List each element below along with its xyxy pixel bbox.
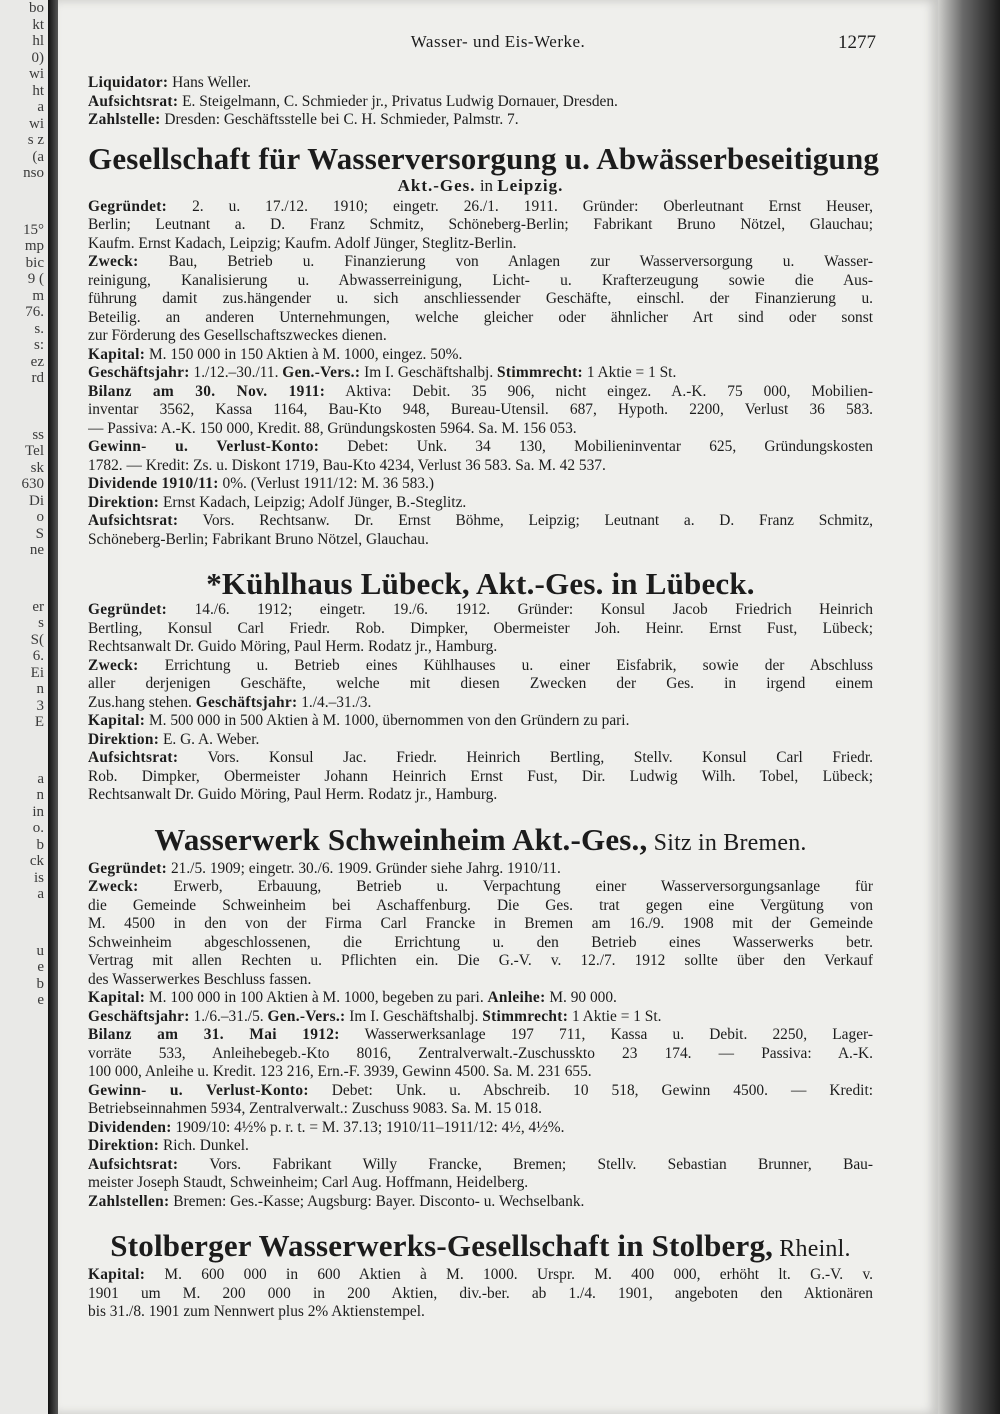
margin-fragment: s. xyxy=(34,320,44,337)
entry-text: 21./5. 1909; eingetr. 30./6. 1909. Gründer siehe Jahrg. 1910/11. xyxy=(167,859,561,877)
text-line xyxy=(88,1008,873,1027)
entry-text: Rob. Dimpker, Obermeister Johann Heinrich Ernst Fust, Dir. Ludwig Wilh. Tobel, Lübeck; xyxy=(88,767,873,785)
margin-fragment: n xyxy=(36,787,44,803)
entry-text: Hans Weller. xyxy=(168,74,251,91)
margin-fragment: o xyxy=(36,509,44,525)
margin-fragment: E xyxy=(34,714,44,730)
entry-label: Zweck: xyxy=(88,253,139,270)
margin-fragment: ht xyxy=(32,82,44,99)
margin-gap xyxy=(0,559,48,599)
subtitle-city: Leipzig. xyxy=(497,175,564,195)
margin-fragment: Tel xyxy=(25,443,44,459)
book-page xyxy=(58,0,938,1414)
margin-fragment: a xyxy=(37,886,44,902)
page-number: 1277 xyxy=(838,32,876,53)
text-line xyxy=(88,1156,873,1175)
entry-text: Ernst Kadach, Leipzig; Adolf Jünger, B.-Steglitz. xyxy=(159,493,467,511)
text-line xyxy=(88,638,873,657)
entry-text: Rechtsanwalt Dr. Guido Möring, Paul Herm. Rodatz jr., Hamburg. xyxy=(88,786,498,803)
entry-text: Dresden: Geschäftsstelle bei C. H. Schmieder, Palmstr. 7. xyxy=(160,111,519,128)
entry-text: bis 31./8. 1901 zum Nennwert plus 2% Aktienstempel. xyxy=(88,1303,425,1320)
margin-fragment: a xyxy=(37,99,44,115)
text-line xyxy=(88,1137,873,1156)
margin-fragment: bic xyxy=(25,254,44,271)
entry-text: E. Steigelmann, C. Schmieder jr., Privatus Ludwig Dornauer, Dresden. xyxy=(178,92,618,110)
entry-text: 1782. — Kredit: Zs. u. Diskont 1719, Bau-Kto 4234, Verlust 36 583. Sa. M. 42 537. xyxy=(88,456,606,474)
text-line xyxy=(88,1174,873,1193)
entry-label: Liquidator: xyxy=(88,74,169,91)
margin-fragment: S( xyxy=(30,631,44,648)
text-line xyxy=(88,731,873,750)
text-line xyxy=(88,290,873,309)
text-line xyxy=(88,438,873,457)
running-title: Wasser- und Eis-Werke. xyxy=(410,32,586,51)
company-title xyxy=(88,823,873,860)
text-line xyxy=(88,216,873,235)
text-line xyxy=(88,675,873,694)
entry-text: inventar 3562, Kassa 1164, Bau-Kto 948, Bureau-Utensil. 687, Hypoth. 2200, Verlust 36 583. xyxy=(88,401,873,418)
text-line xyxy=(88,1100,873,1119)
margin-fragment: o. xyxy=(32,820,44,836)
margin-fragment: ck xyxy=(29,853,44,869)
text-line xyxy=(88,620,873,639)
entry-label: Kapital: xyxy=(88,712,146,729)
margin-fragment: ne xyxy=(29,542,44,558)
margin-fragment: er xyxy=(32,598,44,615)
entry-text: Errichtung u. Betrieb eines Kühlhauses u. einer Eisfabrik, sowie der Abschluss xyxy=(138,656,873,674)
entry-text: Vors. Rechtsanw. Dr. Ernst Böhme, Leipzig; Leutnant a. D. Franz Schmitz, xyxy=(178,512,873,529)
margin-fragment: 76. xyxy=(25,304,44,320)
entry-text: Erwerb, Erbauung, Betrieb u. Verpachtung einer Wasserversorgungsanlage für xyxy=(138,878,873,895)
entry-text: Im I. Geschäftshalbj. xyxy=(345,1007,483,1025)
margin-gap xyxy=(0,903,48,943)
entry-text: M. 4500 in den von der Firma Carl Francke in Bremen am 16./9. 1908 mit der Gemeinde xyxy=(88,915,873,932)
margin-fragment: Di xyxy=(29,492,44,509)
page-header xyxy=(58,32,938,56)
text-line xyxy=(88,1303,873,1322)
margin-fragment: ss xyxy=(32,426,44,443)
entry-text: zur Förderung des Gesellschaftszweckes dienen. xyxy=(88,327,387,344)
text-line xyxy=(88,531,873,550)
text-line xyxy=(88,1193,873,1212)
entry-text: Schöneberg-Berlin; Fabrikant Bruno Nötzel, Glauchau. xyxy=(88,530,429,548)
text-line xyxy=(88,93,873,112)
margin-fragment: nso xyxy=(23,165,44,181)
entry-label: Gegründet: xyxy=(88,859,168,877)
text-line xyxy=(88,309,873,328)
subtitle-in: in xyxy=(475,175,498,195)
entry-label: Gegründet: xyxy=(88,601,168,618)
text-line xyxy=(88,1082,873,1101)
text-line xyxy=(88,1266,873,1285)
entry-label: Bilanz am 30. Nov. 1911: xyxy=(88,382,326,400)
text-line xyxy=(88,694,873,713)
text-line xyxy=(88,712,873,731)
entry-label: Zweck: xyxy=(88,878,139,895)
entry-label: Geschäftsjahr: xyxy=(88,364,190,381)
margin-fragment: mp xyxy=(24,238,44,254)
margin-gap xyxy=(0,387,48,427)
left-margin-adjacent-page xyxy=(0,0,48,1414)
entry-label: Direktion: xyxy=(88,493,160,511)
text-line xyxy=(88,494,873,513)
entry-text: 1909/10: 4½% p. r. t. = M. 37.13; 1910/11–1911/12: 4½, 4½%. xyxy=(171,1118,565,1136)
entry-text: reinigung, Kanalisierung u. Abwasserreinigung, Licht- u. Krafterzeugung sowie die Aus- xyxy=(88,271,873,289)
margin-fragment: 15° xyxy=(23,221,44,238)
entry-text: Bertling, Konsul Carl Friedr. Rob. Dimpker, Obermeister Joh. Heinr. Ernst Fust, Lübeck; xyxy=(88,619,873,637)
entry-label: Kapital: xyxy=(88,989,146,1006)
entry-text: vorräte 533, Anleihebegeb.-Kto 8016, Zentralverwalt.-Zuschusskto 23 174. — Passiva: A.-K. xyxy=(88,1044,873,1062)
margin-fragment: a xyxy=(37,770,44,787)
entry-text: 1 Aktie = 1 St. xyxy=(568,1007,662,1025)
margin-fragment: b xyxy=(36,975,44,992)
company-title xyxy=(88,140,880,176)
entry-label: Stimmrecht: xyxy=(482,1007,569,1025)
entry-text: Rich. Dunkel. xyxy=(159,1137,249,1154)
text-line xyxy=(88,934,873,953)
margin-fragment: e xyxy=(37,959,44,975)
entry-text: 1901 um M. 200 000 in 200 Aktien, div.-ber. ab 1./4. 1901, angeboten den Aktionären xyxy=(88,1284,873,1302)
entry-text: Vertrag mit allen Rechten u. Pflichten ein. Die G.-V. v. 12./7. 1912 sollte über den Verkauf xyxy=(88,952,873,969)
entry-text: Bremen: Ges.-Kasse; Augsburg: Bayer. Disconto- u. Wechselbank. xyxy=(169,1192,585,1210)
entry-label: Aufsichtsrat: xyxy=(88,749,179,766)
margin-fragment: sk xyxy=(30,459,44,476)
text-line xyxy=(88,198,873,217)
entry-text: M. 600 000 in 600 Aktien à M. 1000. Urspr. M. 400 000, erhöht lt. G.-V. v. xyxy=(145,1266,873,1283)
margin-fragment: 6. xyxy=(32,648,44,664)
text-line xyxy=(88,74,873,93)
margin-gap xyxy=(0,731,48,771)
entry-text: Rechtsanwalt Dr. Guido Möring, Paul Herm. Rodatz jr., Hamburg. xyxy=(88,638,498,655)
margin-fragment: ez xyxy=(30,353,44,370)
margin-fragment: b xyxy=(36,836,44,853)
margin-fragment: in xyxy=(32,803,44,820)
margin-fragment: s xyxy=(38,615,44,631)
text-line xyxy=(88,383,873,402)
entry-text: Betriebseinnahmen 5934, Zentralverwalt.: Zuschuss 9083. Sa. M. 15 018. xyxy=(88,1100,542,1117)
entry-label: Geschäftsjahr: xyxy=(88,1007,190,1025)
page-edge-shadow xyxy=(938,0,1000,1414)
entry-label: Aufsichtsrat: xyxy=(88,92,179,110)
margin-fragment: S xyxy=(35,525,44,542)
margin-gap xyxy=(0,182,48,222)
entry-text: Im I. Geschäftshalbj. xyxy=(360,364,498,381)
entry-label: Dividende 1910/11: xyxy=(88,475,219,492)
entry-label: Direktion: xyxy=(88,1137,160,1154)
margin-fragment: rd xyxy=(31,370,44,386)
entry-text: aller derjenigen Geschäfte, welche mit diesen Zwecken der Ges. in irgend einem xyxy=(88,675,873,692)
margin-fragment: m xyxy=(32,287,44,304)
company-name: *Kühlhaus Lübeck, Akt.-Ges. in Lübeck. xyxy=(206,566,755,601)
entry-label: Dividenden: xyxy=(88,1118,172,1136)
entry-text: Debet: Unk. u. Abschreib. 10 518, Gewinn 4500. — Kredit: xyxy=(308,1081,873,1099)
text-line xyxy=(88,253,873,272)
margin-fragment: n xyxy=(36,681,44,697)
margin-fragment: s z xyxy=(27,132,44,148)
text-line xyxy=(88,111,873,130)
text-line xyxy=(88,346,873,365)
entry-label: Geschäftsjahr: xyxy=(195,693,298,711)
entry-text: Berlin; Leutnant a. D. Franz Schmitz, Schöneberg-Berlin; Fabrikant Bruno Nötzel, Glauchau; xyxy=(88,216,873,233)
text-line xyxy=(88,989,873,1008)
entry-text: 1./6.–31./5. xyxy=(189,1007,268,1025)
text-line xyxy=(88,1119,873,1138)
company-location: Rheinl. xyxy=(773,1236,851,1262)
entry-label: Gen.-Vers.: xyxy=(267,1007,346,1025)
text-line xyxy=(88,786,873,805)
entry-text: Kaufm. Ernst Kadach, Leipzig; Kaufm. Adolf Jünger, Steglitz-Berlin. xyxy=(88,234,517,252)
company-name: Gesellschaft für Wasserversorgung u. Abwässerbeseitigung xyxy=(88,140,880,176)
entry-text: 1 Aktie = 1 St. xyxy=(582,364,677,381)
company-location: Sitz in Bremen. xyxy=(647,829,807,856)
margin-fragment: wi xyxy=(29,115,44,132)
margin-fragment: 630 xyxy=(21,476,44,492)
text-line xyxy=(88,1026,873,1045)
text-line xyxy=(88,601,873,620)
entry-text: meister Joseph Staudt, Schweinheim; Carl Aug. Hoffmann, Heidelberg. xyxy=(88,1174,529,1191)
text-line xyxy=(88,512,873,531)
text-line xyxy=(88,401,873,420)
margin-fragment: Ei xyxy=(30,664,44,681)
entry-text: M. 150 000 in 150 Aktien à M. 1000, eingez. 50%. xyxy=(145,345,463,363)
entry-text: des Wasserwerkes Beschluss fassen. xyxy=(88,970,312,988)
entry-text: 100 000, Anleihe u. Kredit. 123 216, Ern.-F. 3939, Gewinn 4500. Sa. M. 231 655. xyxy=(88,1063,592,1080)
entry-text: 2. u. 17./12. 1910; eingetr. 26./1. 1911. Gründer: Oberleutnant Ernst Heuser, xyxy=(167,197,873,215)
text-line xyxy=(88,272,873,291)
entry-label: Anleihe: xyxy=(487,989,546,1006)
entry-text: Vors. Fabrikant Willy Francke, Bremen; Stellv. Sebastian Brunner, Bau- xyxy=(178,1155,873,1173)
text-line xyxy=(88,915,873,934)
text-line xyxy=(88,878,873,897)
text-line xyxy=(88,475,873,494)
entry-label: Aufsichtsrat: xyxy=(88,1155,179,1173)
company-name: Stolberger Wasserwerks-Gesellschaft in Stolberg, xyxy=(110,1228,774,1263)
text-line xyxy=(88,1285,873,1304)
text-line xyxy=(88,952,873,971)
entry-text: die Gemeinde Schweinheim bei Aschaffenburg. Die Ges. trat gegen eine Vergütung von xyxy=(88,896,873,914)
text-line xyxy=(88,749,873,768)
entry-label: Gen.-Vers.: xyxy=(282,364,361,381)
entry-label: Bilanz am 31. Mai 1912: xyxy=(88,1026,340,1043)
margin-fragment: 9 ( xyxy=(27,271,44,287)
entry-text: M. 100 000 in 100 Aktien à M. 1000, begeben zu pari. xyxy=(145,989,488,1006)
entry-label: Kapital: xyxy=(88,1266,146,1283)
text-line xyxy=(88,457,873,476)
entry-text: E. G. A. Weber. xyxy=(159,730,260,748)
entry-text: Schweinheim abgeschlossenen, die Errichtung u. den Betrieb eines Wasserwerks betr. xyxy=(88,933,873,951)
text-line xyxy=(88,768,873,787)
text-line xyxy=(88,971,873,990)
margin-fragment: hl xyxy=(32,33,44,49)
entry-text: 0%. (Verlust 1911/12: M. 36 583.) xyxy=(218,475,434,492)
page-content xyxy=(88,74,880,1322)
entry-text: Debet: Unk. 34 130, Mobilieninventar 625, Gründungskosten xyxy=(319,438,873,455)
text-line xyxy=(88,364,873,383)
entry-label: Stimmrecht: xyxy=(497,364,583,381)
text-line xyxy=(88,1045,873,1064)
entry-text: M. 90 000. xyxy=(545,989,617,1006)
entry-text: Vors. Konsul Jac. Friedr. Heinrich Bertling, Stellv. Konsul Carl Friedr. xyxy=(178,749,873,766)
entry-text: 14./6. 1912; eingetr. 19./6. 1912. Gründer: Konsul Jacob Friedrich Heinrich xyxy=(167,601,873,618)
company-name: Wasserwerk Schweinheim Akt.-Ges., xyxy=(154,821,648,857)
margin-fragment: bo xyxy=(29,0,44,16)
margin-fragment: is xyxy=(33,869,44,886)
entry-text: führung damit zus.hängender u. sich anschliessender Geschäfte, einschl. der Finanzierung u. xyxy=(88,290,873,307)
margin-fragment: 0) xyxy=(31,49,44,66)
text-line xyxy=(88,897,873,916)
text-line xyxy=(88,420,873,439)
entry-text: Bau, Betrieb u. Finanzierung von Anlagen zur Wasserversorgung u. Wasser- xyxy=(138,253,873,270)
entry-text: 1./12.–30./11. xyxy=(189,364,283,381)
entry-text: — Passiva: A.-K. 150 000, Kredit. 88, Gründungskosten 5964. Sa. M. 156 053. xyxy=(88,419,577,437)
subtitle-form: Akt.-Ges. xyxy=(397,175,476,195)
entry-label: Gewinn- u. Verlust-Konto: xyxy=(88,438,320,455)
text-line xyxy=(88,327,873,346)
entry-text: 1./4.–31./3. xyxy=(297,693,372,711)
entry-label: Gewinn- u. Verlust-Konto: xyxy=(88,1081,309,1099)
entry-text: M. 500 000 in 500 Aktien à M. 1000, übernommen von den Gründern zu pari. xyxy=(145,712,630,729)
margin-fragment: (a xyxy=(32,148,44,165)
margin-fragment: u xyxy=(36,942,44,959)
entry-text: Zus.hang stehen. xyxy=(88,693,196,711)
entry-label: Zahlstellen: xyxy=(88,1192,170,1210)
company-title xyxy=(88,567,873,601)
entry-label: Gegründet: xyxy=(88,197,168,215)
text-line xyxy=(88,1063,873,1082)
entry-text: Beteilig. an anderen Unternehmungen, welche gleicher oder ähnlicher Art sind oder sonst xyxy=(88,308,873,326)
margin-fragment: kt xyxy=(32,16,44,33)
company-title xyxy=(88,1229,873,1266)
entry-text: Wasserwerksanlage 197 711, Kassa u. Debit. 2250, Lager- xyxy=(339,1026,873,1043)
entry-label: Kapital: xyxy=(88,345,146,363)
margin-fragment: wi xyxy=(29,66,44,82)
text-line xyxy=(88,235,873,254)
text-line xyxy=(88,657,873,676)
text-line xyxy=(88,860,873,879)
entry-label: Zahlstelle: xyxy=(88,111,161,128)
entry-label: Aufsichtsrat: xyxy=(88,512,179,529)
margin-fragment: s: xyxy=(33,337,44,353)
margin-fragment: e xyxy=(37,992,44,1008)
book-gutter xyxy=(48,0,58,1414)
entry-label: Direktion: xyxy=(88,730,160,748)
company-subtitle xyxy=(88,176,873,196)
margin-fragment: 3 xyxy=(36,697,44,714)
entry-text: Aktiva: Debit. 35 906, nicht eingez. A.-K. 75 000, Mobilien- xyxy=(325,382,873,400)
entry-label: Zweck: xyxy=(88,656,139,674)
